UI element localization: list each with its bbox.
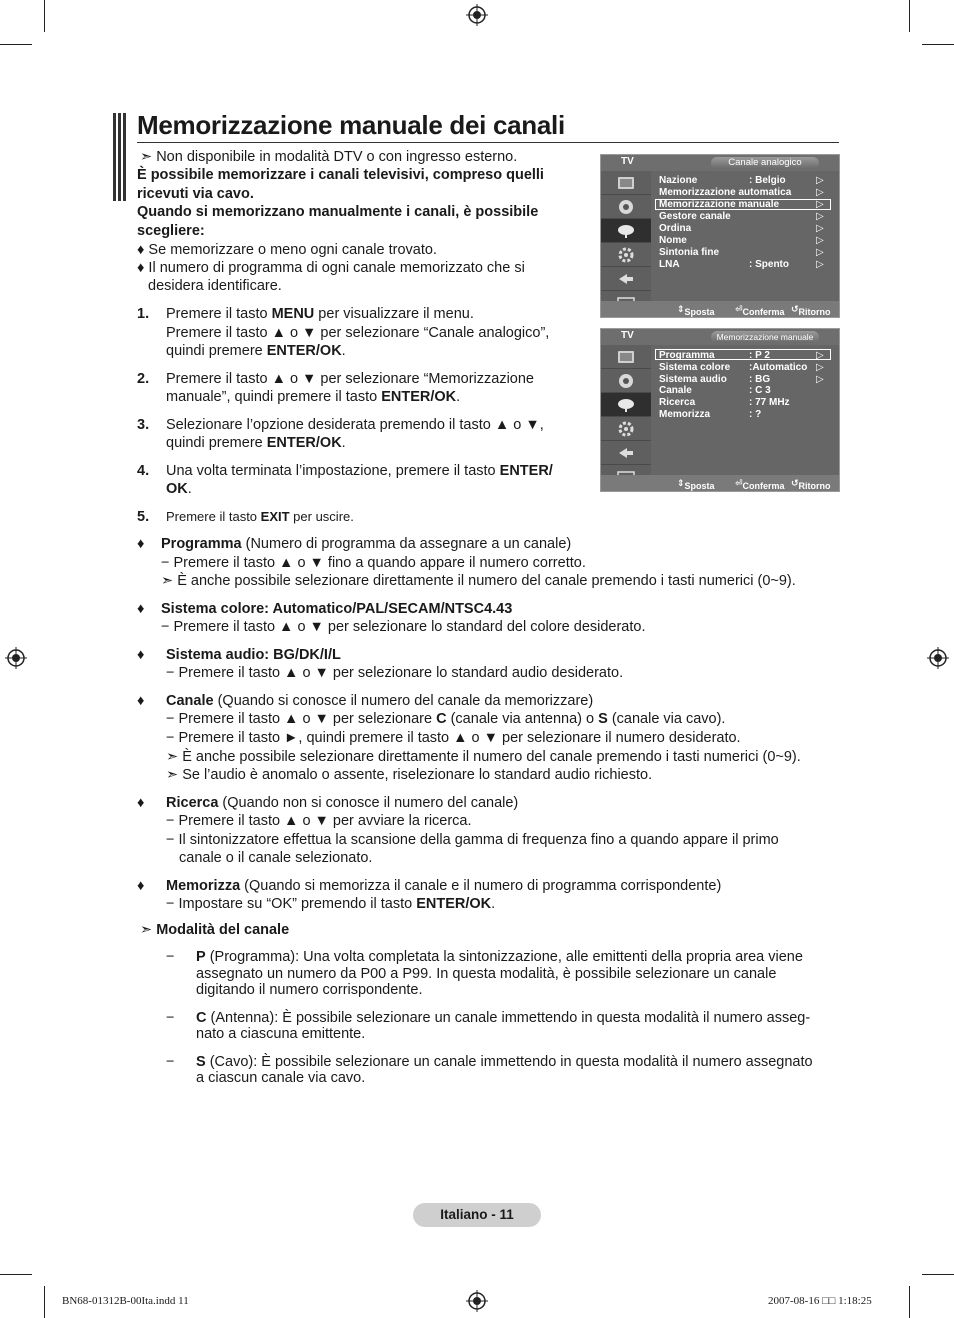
page-number-badge: Italiano - 11 — [413, 1203, 541, 1227]
tv-menu-row-label: Sistema audio — [659, 373, 727, 385]
tv-menu-row-value: : BG — [749, 373, 771, 385]
intro-bullet: ♦ Il numero di programma di ogni canale memorizzato che si — [137, 260, 525, 276]
tv-menu-row-label: Gestore canale — [659, 211, 731, 222]
step-text: OK. — [166, 481, 192, 497]
tv-menu-header: Memorizzazione manuale — [711, 331, 819, 343]
setup-icon — [601, 417, 651, 441]
submenu-arrow-icon: ▷ — [816, 247, 824, 258]
tv-menu-row[interactable] — [659, 199, 779, 210]
option-bullet: ♦ — [137, 693, 145, 709]
tv-menu-row-label: Nazione — [659, 175, 698, 186]
option-note: ➣ È anche possibile selezionare direttamente il numero del canale premendo i tasti numerici (0~9). — [166, 749, 801, 765]
mode-title: ➣ Modalità del canale — [140, 922, 290, 938]
page-title: Memorizzazione manuale dei canali — [137, 110, 565, 140]
crop-mark — [922, 1274, 954, 1275]
option-bullet: ♦ — [137, 795, 145, 811]
intro-note: ➣ Non disponibile in modalità DTV o con ingresso esterno. — [140, 149, 518, 165]
sound-icon — [601, 369, 651, 393]
intro-bullet: desidera identificare. — [148, 278, 282, 294]
option-text: − Premere il tasto ▲ o ▼ per selezionare lo standard del colore desiderato. — [161, 619, 646, 635]
step-number: 3. — [137, 417, 150, 433]
tv-menu-row[interactable] — [659, 397, 790, 409]
tv-menu-row[interactable] — [659, 350, 770, 361]
tv-menu-row-label: Nome — [659, 235, 687, 246]
option-text: − Premere il tasto ▲ o ▼ per selezionare C (canale via antenna) o S (canale via cavo). — [166, 711, 726, 727]
intro-bullet: ♦ Se memorizzare o meno ogni canale trovato. — [137, 242, 437, 258]
tv-menu-footer — [601, 301, 839, 317]
tv-menu-row[interactable] — [659, 385, 771, 397]
submenu-arrow-icon: ▷ — [816, 350, 824, 361]
tv-menu-row-value: : Belgio — [749, 175, 786, 186]
tv-menu-row[interactable] — [659, 211, 731, 222]
enter-hint: ⏎ Conferma — [735, 304, 785, 317]
input-icon — [601, 267, 651, 291]
crop-mark — [909, 1286, 910, 1318]
tv-menu-topbar — [601, 155, 839, 171]
tv-menu-row[interactable] — [659, 409, 762, 420]
tv-menu-header: Canale analogico — [711, 157, 819, 169]
tv-menu-canale-analogico — [600, 154, 840, 318]
mode-p: digitando il numero corrispondente. — [196, 982, 423, 998]
mode-s: a ciascun canale via cavo. — [196, 1070, 366, 1086]
tv-menu-row-label: Ordina — [659, 223, 692, 234]
step-text: quindi premere ENTER/OK. — [166, 343, 346, 359]
tv-menu-row-value: :Automatico — [749, 361, 808, 373]
submenu-arrow-icon: ▷ — [816, 175, 824, 186]
tv-menu-row[interactable] — [659, 361, 808, 373]
option-programma: Programma (Numero di programma da assegnare a un canale) — [161, 536, 572, 552]
tv-menu-sidebar — [601, 345, 651, 489]
tv-menu-sidebar — [601, 171, 651, 315]
option-bullet: ♦ — [137, 878, 145, 894]
mode-dash: − — [166, 949, 175, 965]
option-note: ➣ È anche possibile selezionare direttamente il numero del canale premendo i tasti numerici (0~9). — [161, 573, 796, 589]
submenu-arrow-icon: ▷ — [816, 223, 824, 234]
step-text: Una volta terminata l’impostazione, premere il tasto ENTER/ — [166, 463, 553, 479]
step-number: 1. — [137, 306, 150, 322]
option-memorizza: Memorizza (Quando si memorizza il canale e il numero di programma corrispondente) — [166, 878, 722, 894]
tv-menu-row-label: Memorizza — [659, 409, 711, 420]
tv-menu-footer — [601, 475, 839, 491]
mode-p: assegnato un numero da P00 a P99. In questa modalità, è possibile selezionare un canale — [196, 966, 777, 982]
tv-menu-row-value: : C 3 — [749, 385, 771, 397]
option-text: − Premere il tasto ▲ o ▼ per avviare la ricerca. — [166, 813, 472, 829]
tv-menu-row-value: : 77 MHz — [749, 397, 790, 409]
sound-icon — [601, 195, 651, 219]
tv-menu-row-label: LNA — [659, 259, 680, 270]
mode-p: P (Programma): Una volta completata la sintonizzazione, alle emittenti della propria area viene — [196, 949, 803, 965]
return-hint: ↺ Ritorno — [791, 478, 831, 491]
arrow-icon: ➣ — [140, 149, 153, 165]
mode-dash: − — [166, 1054, 175, 1070]
mode-c: nato a ciascuna emittente. — [196, 1026, 366, 1042]
tv-menu-row[interactable] — [659, 247, 719, 258]
tv-menu-row-value: : P 2 — [749, 350, 770, 361]
option-text: − Premere il tasto ►, quindi premere il tasto ▲ o ▼ per selezionare il numero desiderato. — [166, 730, 741, 746]
step-text: Selezionare l’opzione desiderata premendo il tasto ▲ o ▼, — [166, 417, 544, 433]
option-bullet: ♦ — [137, 647, 145, 663]
tv-menu-row-label: Memorizzazione manuale — [659, 199, 780, 210]
step-text: Premere il tasto EXIT per uscire. — [166, 509, 354, 524]
tv-menu-row[interactable] — [659, 259, 789, 270]
setup-icon — [601, 243, 651, 267]
tv-menu-memorizzazione-manuale — [600, 328, 840, 492]
tv-menu-row-label: Programma — [659, 350, 715, 361]
option-bullet: ♦ — [137, 536, 145, 552]
input-icon — [601, 441, 651, 465]
title-rule — [137, 142, 839, 143]
crop-mark — [0, 1274, 32, 1275]
tv-menu-row-label: Ricerca — [659, 397, 696, 409]
crop-mark — [44, 0, 45, 32]
step-text: manuale”, quindi premere il tasto ENTER/OK. — [166, 389, 461, 405]
option-sistema-colore: Sistema colore: Automatico/PAL/SECAM/NTSC4.43 — [161, 601, 513, 617]
tv-menu-row-label: Sistema colore — [659, 361, 731, 373]
option-text: canale o il canale selezionato. — [179, 850, 373, 866]
submenu-arrow-icon: ▷ — [816, 235, 824, 246]
option-text: − Premere il tasto ▲ o ▼ fino a quando appare il numero corretto. — [161, 555, 586, 571]
step-text: Premere il tasto ▲ o ▼ per selezionare “Canale analogico”, — [166, 325, 550, 341]
intro-p1: ricevuti via cavo. — [137, 186, 254, 202]
step-number: 4. — [137, 463, 150, 479]
footer-file: BN68-01312B-00Ita.indd 11 — [62, 1295, 189, 1307]
arrow-icon: ➣ — [166, 767, 179, 783]
tv-menu-row-label: Sintonia fine — [659, 247, 719, 258]
option-note: ➣ Se l’audio è anomalo o assente, riselezionare lo standard audio richiesto. — [166, 767, 653, 783]
submenu-arrow-icon: ▷ — [816, 187, 824, 198]
mode-c: C (Antenna): È possibile selezionare un canale immettendo in questa modalità il numero asseg- — [196, 1010, 811, 1026]
crop-mark — [922, 44, 954, 45]
move-hint: ⇕ Sposta — [677, 478, 715, 491]
submenu-arrow-icon: ▷ — [816, 199, 824, 210]
registration-mark-icon — [927, 647, 949, 669]
tv-menu-row-label: Canale — [659, 385, 692, 397]
option-canale: Canale (Quando si conosce il numero del canale da memorizzare) — [166, 693, 594, 709]
enter-hint: ⏎ Conferma — [735, 478, 785, 491]
option-sistema-audio: Sistema audio: BG/DK/I/L — [166, 647, 341, 663]
crop-mark — [0, 44, 32, 45]
arrow-icon: ➣ — [166, 749, 179, 765]
tv-menu-row[interactable] — [659, 223, 691, 234]
option-text: − Premere il tasto ▲ o ▼ per selezionare lo standard audio desiderato. — [166, 665, 624, 681]
option-bullet: ♦ — [137, 601, 145, 617]
tv-label: TV — [621, 156, 634, 167]
tv-menu-row-value: : Spento — [749, 259, 789, 270]
submenu-arrow-icon: ▷ — [816, 361, 824, 373]
submenu-arrow-icon: ▷ — [816, 211, 824, 222]
channel-icon — [601, 393, 651, 417]
tv-menu-row-label: Memorizzazione automatica — [659, 187, 792, 198]
tv-label: TV — [621, 330, 634, 341]
title-decoration — [113, 113, 127, 201]
tv-menu-row[interactable] — [659, 175, 786, 186]
return-hint: ↺ Ritorno — [791, 304, 831, 317]
step-number: 2. — [137, 371, 150, 387]
registration-mark-icon — [466, 4, 488, 26]
crop-mark — [909, 0, 910, 32]
option-text: − Il sintonizzatore effettua la scansione della gamma di frequenza fino a quando appare il primo — [166, 832, 779, 848]
submenu-arrow-icon: ▷ — [816, 373, 824, 385]
tv-menu-row-value: : ? — [749, 409, 762, 420]
footer-timestamp: 2007-08-16 □□ 1:18:25 — [768, 1295, 872, 1307]
picture-icon — [601, 171, 651, 195]
tv-menu-row[interactable] — [659, 235, 687, 246]
intro-p1: È possibile memorizzare i canali televisivi, compreso quelli — [137, 167, 544, 183]
step-text: Premere il tasto ▲ o ▼ per selezionare “Memorizzazione — [166, 371, 534, 387]
mode-dash: − — [166, 1010, 175, 1026]
arrow-icon: ➣ — [140, 922, 153, 938]
picture-icon — [601, 345, 651, 369]
tv-menu-topbar — [601, 329, 839, 345]
submenu-arrow-icon: ▷ — [816, 259, 824, 270]
step-text: Premere il tasto MENU per visualizzare il menu. — [166, 306, 474, 322]
tv-menu-row[interactable] — [659, 373, 771, 385]
mode-s: S (Cavo): È possibile selezionare un canale immettendo in questa modalità il numero assegnato — [196, 1054, 813, 1070]
option-text: − Impostare su “OK” premendo il tasto ENTER/OK. — [166, 896, 496, 912]
crop-mark — [44, 1286, 45, 1318]
intro-p2: scegliere: — [137, 223, 205, 239]
option-ricerca: Ricerca (Quando non si conosce il numero del canale) — [166, 795, 519, 811]
intro-p2: Quando si memorizzano manualmente i canali, è possibile — [137, 204, 539, 220]
arrow-icon: ➣ — [161, 573, 174, 589]
step-number: 5. — [137, 509, 150, 525]
move-hint: ⇕ Sposta — [677, 304, 715, 317]
registration-mark-icon — [5, 647, 27, 669]
channel-icon — [601, 219, 651, 243]
step-text: quindi premere ENTER/OK. — [166, 435, 346, 451]
registration-mark-icon — [466, 1290, 488, 1312]
tv-menu-row[interactable] — [659, 187, 791, 198]
